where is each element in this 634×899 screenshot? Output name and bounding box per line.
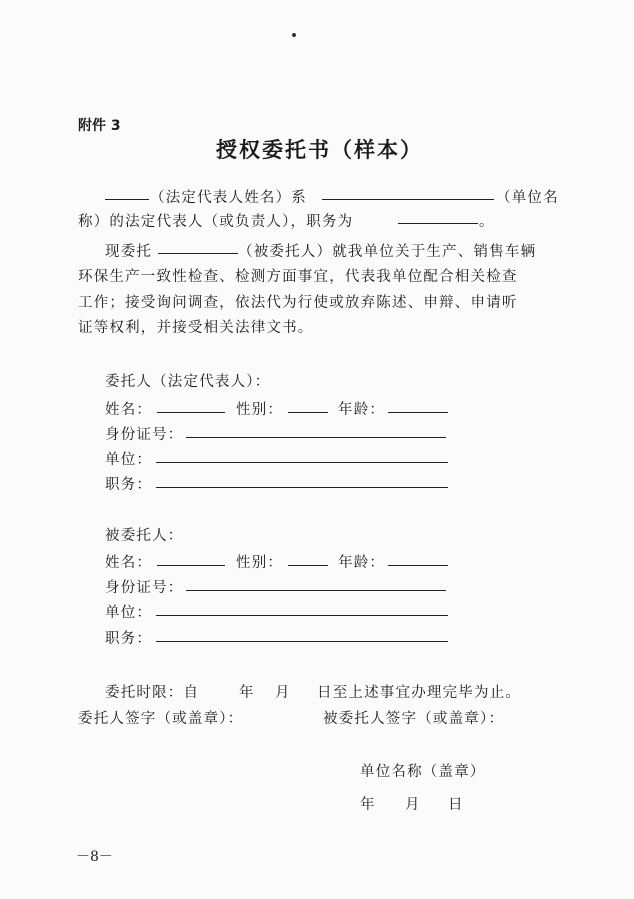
paragraph-2-text-b: （被委托人）就我单位关于生产、销售车辆 (238, 244, 537, 260)
agent-gender-field[interactable] (288, 565, 328, 566)
agent-id-field[interactable] (186, 590, 446, 591)
agent-age-field[interactable] (388, 565, 448, 566)
page-title: 授权委托书（样本） (216, 138, 423, 162)
principal-age-field[interactable] (388, 412, 448, 413)
agent-id-label: 身份证号： (105, 580, 184, 596)
principal-name-blank (105, 199, 149, 200)
principal-unit-field[interactable] (156, 462, 448, 463)
agent-name-blank (158, 253, 238, 254)
unit-name-blank (322, 199, 494, 200)
paragraph-2-text-a: 现委托 (105, 244, 153, 260)
principal-unit-label: 单位： (105, 452, 153, 468)
attachment-label: 附件 3 (78, 118, 121, 134)
principal-heading: 委托人（法定代表人）： (105, 374, 271, 390)
agent-gender-label: 性别： (236, 555, 284, 571)
paragraph-2-line-2: 环保生产一致性检查、检测方面事宜，代表我单位配合相关检查 (78, 269, 518, 285)
agent-unit-label: 单位： (105, 605, 153, 621)
term-month-label: 月 (275, 685, 291, 701)
principal-name-label: 姓名： (105, 402, 153, 418)
scan-mark (292, 33, 296, 37)
paragraph-1-text-a: （法定代表人姓名）系 (150, 190, 307, 206)
principal-id-label: 身份证号： (105, 427, 184, 443)
agent-name-field[interactable] (157, 565, 225, 566)
term-label: 委托时限：自 (105, 685, 200, 701)
principal-position-label: 职务： (105, 477, 153, 493)
agent-name-label: 姓名： (105, 555, 153, 571)
date-month-label: 月 (405, 797, 421, 813)
date-day-label: 日 (448, 797, 464, 813)
paragraph-2-line-3: 工作；接受询问调查，依法代为行使或放弃陈述、申辩、申请听 (78, 295, 518, 311)
unit-seal-label: 单位名称（盖章） (360, 764, 486, 780)
paragraph-1-end: 。 (479, 214, 495, 230)
agent-unit-field[interactable] (156, 615, 448, 616)
principal-gender-label: 性别： (236, 402, 284, 418)
agent-heading: 被委托人： (105, 528, 184, 544)
paragraph-1-text-b: （单位名 (496, 190, 559, 206)
agent-position-label: 职务： (105, 631, 153, 647)
principal-id-field[interactable] (186, 437, 446, 438)
paragraph-1-text-c: 称）的法定代表人（或负责人），职务为 (78, 214, 354, 230)
agent-signature-label: 被委托人签字（或盖章）： (323, 711, 505, 727)
principal-signature-label: 委托人签字（或盖章）： (78, 711, 244, 727)
page-number: －8－ (76, 849, 113, 865)
term-year-label: 年 (239, 685, 255, 701)
paragraph-2-line-4: 证等权利，并接受相关法律文书。 (78, 320, 314, 336)
date-year-label: 年 (360, 797, 376, 813)
term-text: 日至上述事宜办理完毕为止。 (317, 685, 522, 701)
agent-position-field[interactable] (156, 641, 448, 642)
principal-age-label: 年龄： (338, 402, 386, 418)
principal-position-blank (398, 223, 478, 224)
principal-position-field[interactable] (156, 487, 448, 488)
principal-name-field[interactable] (157, 412, 225, 413)
principal-gender-field[interactable] (288, 412, 328, 413)
agent-age-label: 年龄： (338, 555, 386, 571)
